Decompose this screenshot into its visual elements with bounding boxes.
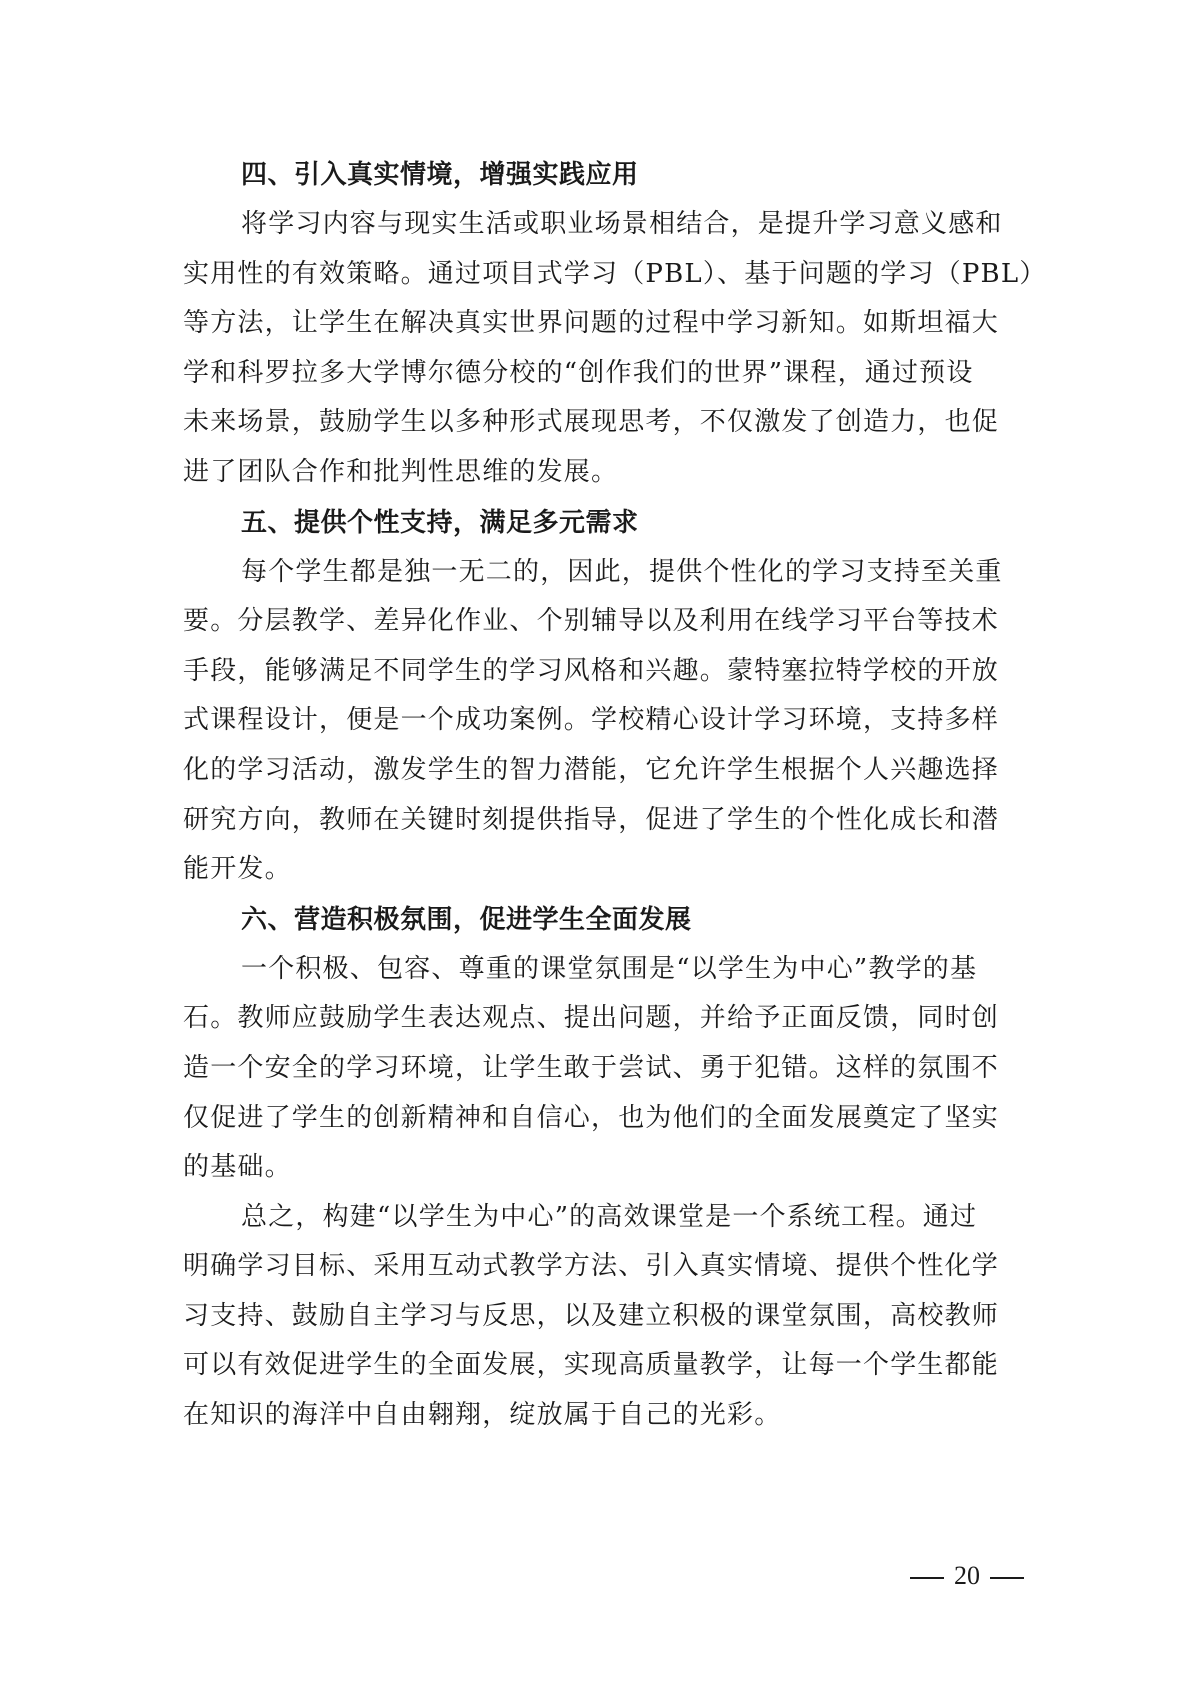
document-page [183,150,1047,1441]
page-number-footer [900,1556,1034,1596]
section-6-paragraph [183,945,1013,1193]
text-line: 习支持、鼓励自主学习与反思，以及建立积极的课堂氛围，高校教师 [183,1300,1000,1331]
text-line: 造一个安全的学习环境，让学生敢于尝试、勇于犯错。这样的氛围不 [183,1052,1000,1083]
text-line: 要。分层教学、差异化作业、个别辅导以及利用在线学习平台等技术 [183,606,1000,637]
text-line: 仅促进了学生的创新精神和自信心，也为他们的全面发展奠定了坚实 [183,1102,1000,1133]
section-heading-6: 六、营造积极氛围，促进学生全面发展 [241,904,692,935]
section-heading-4: 四、引入真实情境，增强实践应用 [241,160,639,190]
text-line: 进了团队合作和批判性思维的发展。 [183,456,619,487]
text-line: 可以有效促进学生的全面发展，实现高质量教学，让每一个学生都能 [183,1350,1000,1381]
text-line: 在知识的海洋中自由翱翔，绽放属于自己的光彩。 [183,1400,782,1431]
text-line: 能开发。 [183,854,292,885]
text-line: 式课程设计，便是一个成功案例。学校精心设计学习环境，支持多样 [183,705,1000,736]
right-dash [990,1577,1024,1579]
text-line: 石。教师应鼓励学生表达观点、提出问题，并给予正面反馈，同时创 [183,1003,1000,1034]
text-line: 一个积极、包容、尊重的课堂氛围是“以学生为中心”教学的基 [241,953,978,984]
section-4-paragraph [183,200,1047,498]
text-line: 研究方向，教师在关键时刻提供指导，促进了学生的个性化成长和潜 [183,804,1000,835]
text-line: 明确学习目标、采用互动式教学方法、引入真实情境、提供个性化学 [183,1251,1000,1282]
left-dash [910,1577,944,1579]
text-line: 等方法，让学生在解决真实世界问题的过程中学习新知。如斯坦福大 [183,308,1000,339]
text-line: 总之，构建“以学生为中心”的高效课堂是一个系统工程。通过 [241,1201,978,1232]
text-line: 手段，能够满足不同学生的学习风格和兴趣。蒙特塞拉特学校的开放 [183,655,1000,686]
page-number: 20 [954,1561,980,1590]
text-line: 未来场景，鼓励学生以多种形式展现思考，不仅激发了创造力，也促 [183,407,1000,438]
text-line: 的基础。 [183,1152,292,1183]
text-line: 每个学生都是独一无二的，因此，提供个性化的学习支持至关重 [241,556,1003,587]
text-line: 化的学习活动，激发学生的智力潜能，它允许学生根据个人兴趣选择 [183,754,1000,785]
text-line: 将学习内容与现实生活或职业场景相结合，是提升学习意义感和 [241,209,1003,239]
section-heading-5: 五、提供个性支持，满足多元需求 [241,507,639,538]
text-line: 学和科罗拉多大学博尔德分校的“创作我们的世界”课程，通过预设 [183,357,974,388]
conclusion-paragraph [183,1193,1013,1441]
text-line: 实用性的有效策略。通过项目式学习（PBL）、基于问题的学习（PBL） [183,258,1047,289]
section-5-paragraph [183,548,1013,895]
